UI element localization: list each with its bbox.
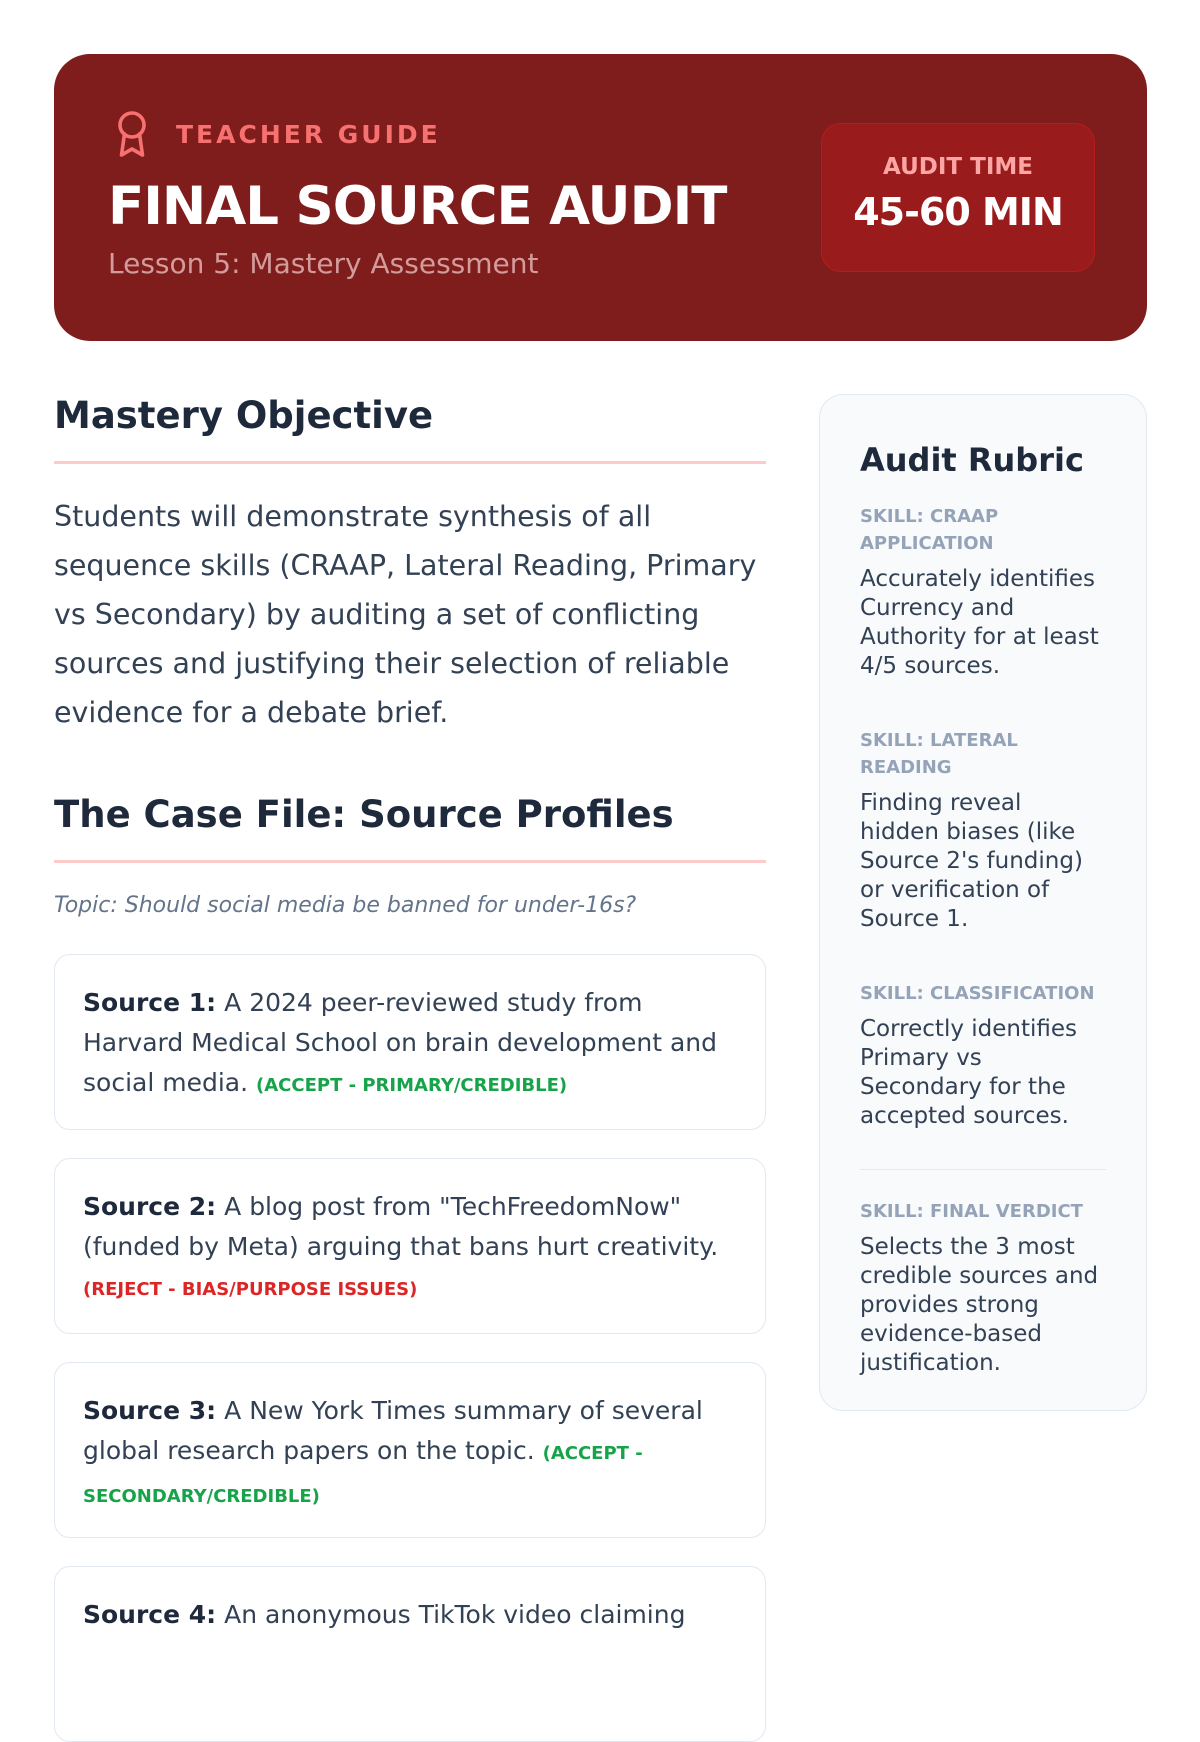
rubric-skill — [860, 727, 1106, 934]
skill-description: Selects the 3 most credible sources and provides strong evidence-based justification. — [860, 1234, 1099, 1376]
audit-time-label: AUDIT TIME — [883, 154, 1033, 180]
rubric-divider — [860, 1169, 1106, 1170]
source-card-3 — [54, 1362, 766, 1538]
source-description: A 2024 peer-reviewed study from Harvard Medical School on brain development and social media. — [83, 988, 718, 1097]
header-banner — [54, 54, 1147, 341]
skill-label: SKILL: CLASSIFICATION — [860, 983, 1095, 1004]
audit-time-badge — [821, 123, 1095, 272]
source-card-2 — [54, 1158, 766, 1334]
page-title: FINAL SOURCE AUDIT — [108, 176, 727, 237]
verdict-badge: (ACCEPT - PRIMARY/CREDIBLE) — [256, 1075, 568, 1096]
eyebrow-label: TEACHER GUIDE — [176, 119, 441, 149]
award-icon — [114, 110, 150, 158]
source-description: A New York Times summary of several global research papers on the topic. — [83, 1396, 703, 1465]
verdict-badge: (ACCEPT - SECONDARY/CREDIBLE) — [83, 1443, 643, 1507]
source-description: An anonymous TikTok video claiming — [224, 1600, 686, 1629]
divider — [54, 860, 766, 863]
skill-label: SKILL: FINAL VERDICT — [860, 1201, 1083, 1222]
skill-description: Finding reveal hidden biases (like Source 2's funding) or verification of Source 1. — [860, 790, 1083, 932]
source-label: Source 4: — [83, 1600, 217, 1629]
objective-title: Mastery Objective — [54, 394, 434, 437]
source-card-4 — [54, 1566, 766, 1742]
skill-label: SKILL: LATERAL READING — [860, 730, 1018, 778]
skill-description: Correctly identifies Primary vs Secondary for the accepted sources. — [860, 1016, 1078, 1129]
divider — [54, 461, 766, 464]
rubric-title: Audit Rubric — [860, 441, 1084, 479]
rubric-skill — [860, 980, 1106, 1131]
skill-description: Accurately identifies Currency and Authority for at least 4/5 sources. — [860, 566, 1099, 679]
source-label: Source 3: — [83, 1396, 217, 1425]
case-topic: Topic: Should social media be banned for under-16s? — [54, 893, 637, 918]
skill-label: SKILL: CRAAP APPLICATION — [860, 506, 999, 554]
source-label: Source 2: — [83, 1192, 217, 1221]
case-file-title: The Case File: Source Profiles — [54, 793, 674, 836]
rubric-skill — [860, 503, 1106, 681]
audit-rubric-panel — [819, 394, 1147, 1411]
source-card-1 — [54, 954, 766, 1130]
objective-text: Students will demonstrate synthesis of all sequence skills (CRAAP, Lateral Reading, Primary vs Secondary) by auditing a set of conflicting sources and justifying their selection of reliable evidence for a debate brief. — [54, 500, 757, 729]
audit-time-value: 45-60 MIN — [853, 190, 1063, 234]
main-content — [54, 394, 766, 1742]
page-subtitle: Lesson 5: Mastery Assessment — [108, 247, 539, 280]
source-label: Source 1: — [83, 988, 217, 1017]
source-description: A blog post from "TechFreedomNow" (funded by Meta) arguing that bans hurt creativity. — [83, 1192, 719, 1261]
eyebrow — [114, 110, 441, 158]
rubric-skill — [860, 1198, 1106, 1378]
verdict-badge: (REJECT - BIAS/PURPOSE ISSUES) — [83, 1279, 418, 1300]
